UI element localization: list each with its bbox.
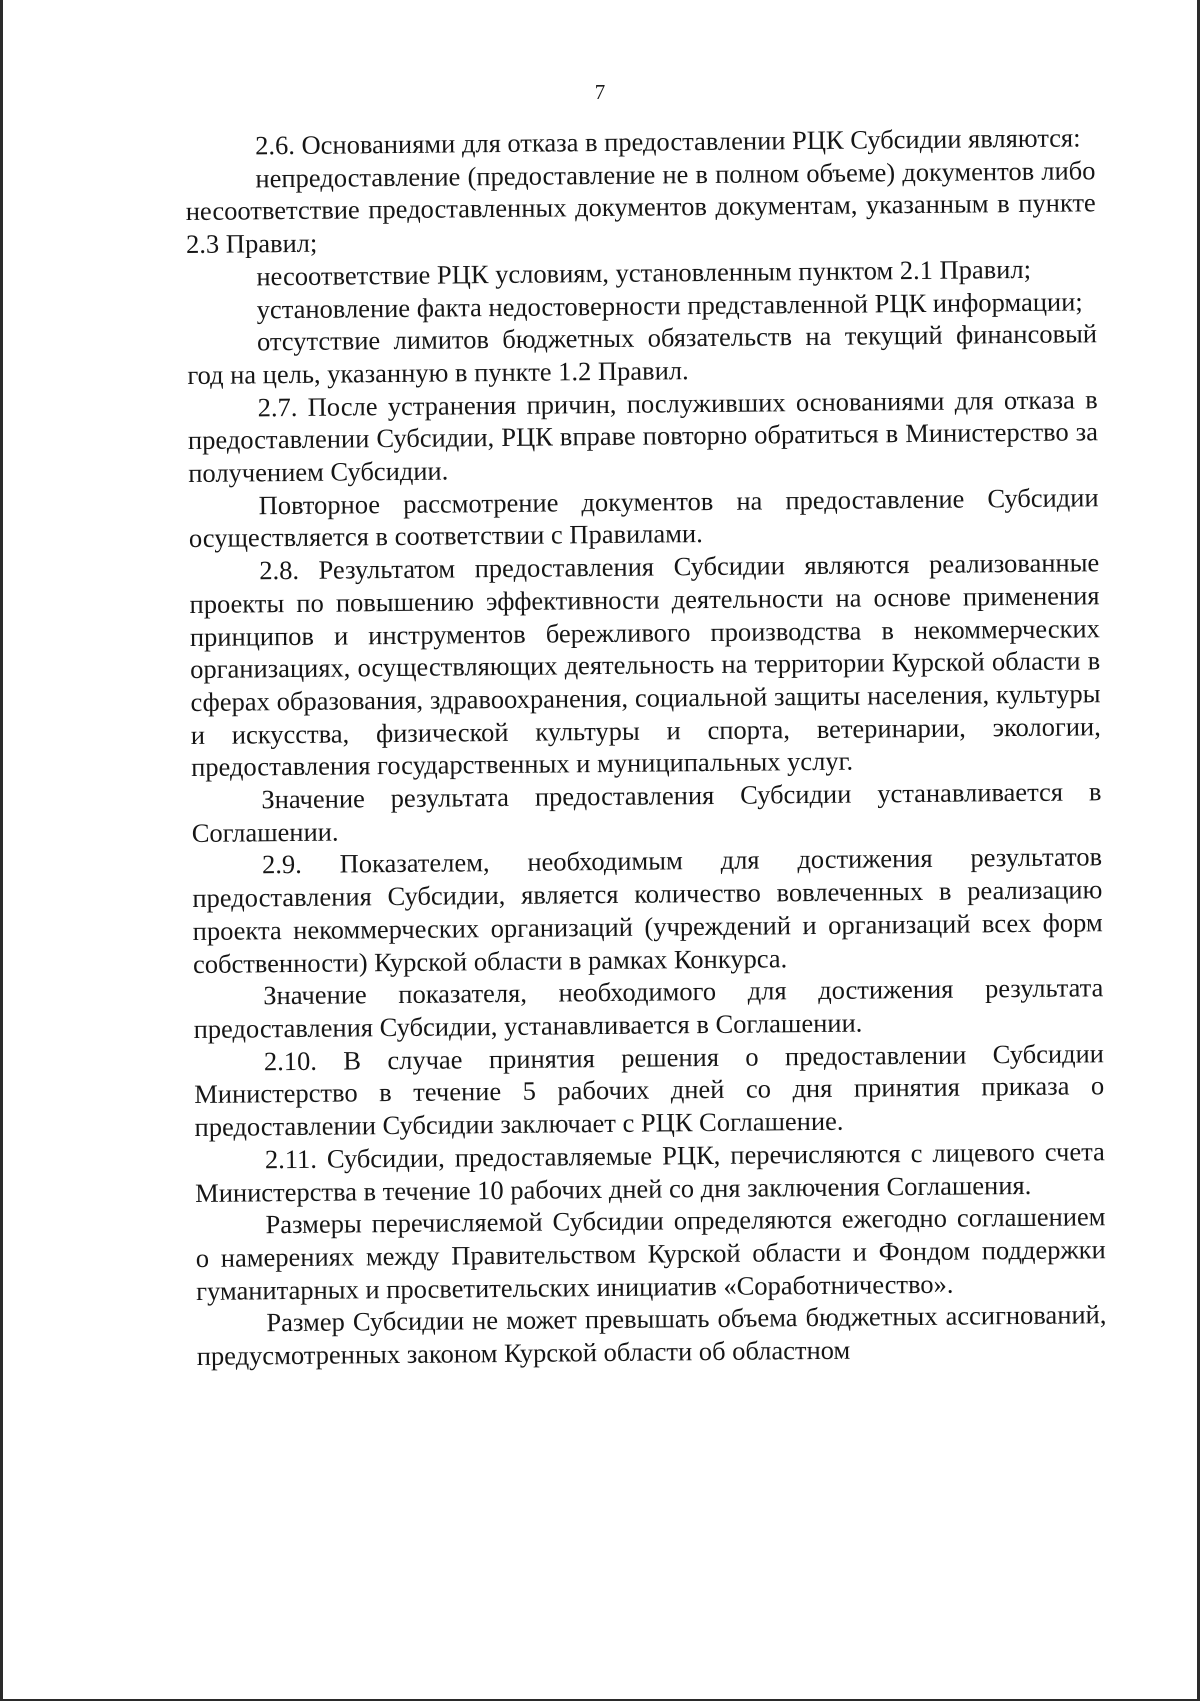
paragraph-2-6: 2.6. Основаниями для отказа в предоставлении РЦК Субсидии являются: — [255, 122, 1081, 161]
paragraph-repeat-review: Повторное рассмотрение документов на предоставление Субсидии осуществляется в соответствии с Правилами. — [188, 481, 1099, 554]
document-body — [185, 121, 1107, 1372]
paragraph-2-10: 2.10. В случае принятия решения о предоставлении Субсидии Министерство в течение 5 рабочих дней со дня принятия приказа о предоставлении Субсидии заключает с РЦК Соглашение. — [194, 1037, 1105, 1143]
paragraph-2-7: 2.7. После устранения причин, послуживших основаниями для отказа в предоставлении Субсидии, РЦК вправе повторно обратиться в Министерство за получением Субсидии. — [187, 383, 1099, 489]
paragraph-indicator-value: Значение показателя, необходимого для достижения результата предоставления Субсидии, устанавливается в Соглашении. — [193, 972, 1104, 1044]
paragraph-ground-no-limits: отсутствие лимитов бюджетных обязательств на текущий финансовый год на цель, указанную в пункте 1.2 Правил. — [187, 318, 1098, 390]
paragraph-2-8: 2.8. Результатом предоставления Субсидии являются реализованные проекты по повышению эффективности деятельности на основе применения принципов и инструментов бережливого производства в некоммерческих организациях, осуществляющих деятельность на территории Курской области в сферах образования, здравоохранения, социальной защиты населения, культуры и искусства, физической культуры и спорта, ветеринарии, экологии, предоставления государственных и муниципальных услуг. — [189, 547, 1101, 783]
paragraph-2-9: 2.9. Показателем, необходимым для достижения результатов предоставления Субсидии, является количество вовлеченных в реализацию проекта некоммерческих организаций (учреждений и организаций всех форм собственности) Курской области в рамках Конкурса. — [192, 841, 1103, 979]
paragraph-2-11: 2.11. Субсидии, предоставляемые РЦК, перечисляются с лицевого счета Министерства в течение 10 рабочих дней со дня заключения Соглашения. — [195, 1136, 1105, 1208]
paragraph-ground-unreliable-info: установление факта недостоверности представленной РЦК информации; — [256, 285, 1083, 324]
paragraph-ground-documents: непредоставление (предоставление не в полном объеме) документов либо несоответствие предоставленных документов документам, указанным в пункте 2.3 Правил; — [185, 154, 1096, 260]
paragraph-subsidy-sizes: Размеры перечисляемой Субсидии определяются ежегодно соглашением о намерениях между Правительством Курской области и Фондом поддержки гуманитарных и просветительских инициатив «Соработничество». — [195, 1201, 1106, 1306]
paragraph-ground-conditions: несоответствие РЦК условиям, установленным пунктом 2.1 Правил; — [256, 253, 1032, 292]
paragraph-subsidy-limit: Размер Субсидии не может превышать объема бюджетных ассигнований, предусмотренных законом Курской области об областном — [196, 1299, 1107, 1371]
paragraph-result-value: Значение результата предоставления Субсидии устанавливается в Соглашении. — [191, 776, 1102, 848]
page-number: 7 — [594, 80, 606, 104]
